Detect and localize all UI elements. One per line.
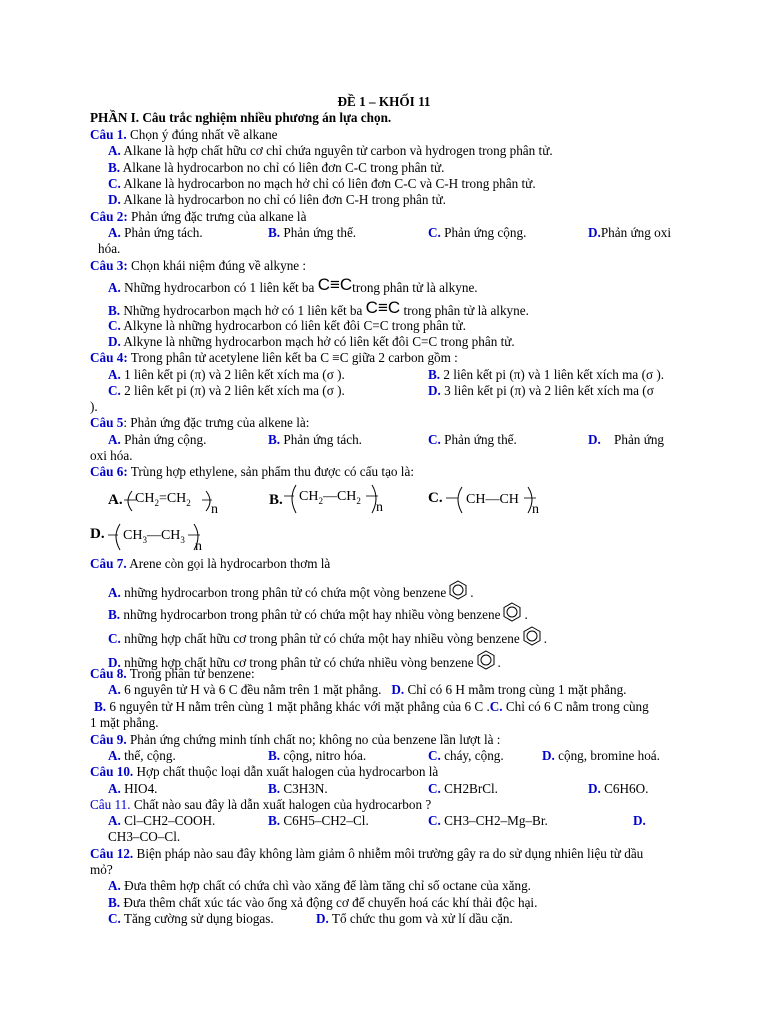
option-letter: B. — [108, 160, 121, 175]
option-letter: A. — [108, 492, 123, 508]
subscript-n: n — [376, 500, 383, 515]
q2-option-d-cont: hóa. — [98, 241, 121, 256]
question-text: Trong phân tử acetylene liên kết ba C ≡C giữa 2 carbon gồm : — [130, 350, 458, 365]
q4-option-c — [108, 383, 345, 399]
q4-option-b — [428, 367, 664, 383]
option-letter: C. — [428, 225, 441, 240]
q10-option-a — [108, 781, 157, 797]
q5-option-a — [108, 432, 206, 448]
question-text: Trong phân tử benzene: — [129, 666, 255, 681]
q1-option-c — [108, 176, 536, 192]
option-text: C3H3N. — [283, 781, 328, 796]
option-letter: A. — [108, 813, 121, 828]
option-text: Phản ứng tách. — [124, 225, 203, 240]
option-letter: B. — [108, 607, 121, 622]
question-text: Phản ứng chứng minh tính chất no; không no của benzene lần lượt là : — [129, 732, 501, 747]
q2-option-b — [268, 225, 356, 241]
option-text: Alkyne là những hydrocarbon mạch hở có liên kết đôi C=C trong phân tử. — [123, 334, 515, 349]
option-text: Chỉ có 6 H mằm trong cùng 1 mặt phẳng. — [407, 682, 627, 697]
q12-option-b — [108, 895, 537, 911]
option-letter: B. — [94, 699, 107, 714]
question-5 — [90, 415, 309, 431]
question-12-cont: mỏ? — [90, 862, 113, 877]
q5-option-d — [588, 432, 664, 448]
option-letter: D. — [391, 682, 405, 697]
question-6 — [90, 464, 414, 480]
question-text: Chọn khái niệm đúng về alkyne : — [131, 258, 307, 273]
option-letter: D. — [633, 813, 646, 828]
question-9 — [90, 732, 500, 748]
option-letter: B. — [269, 492, 283, 508]
q7-option-d: D. những hợp chất hữu cơ trong phân tử có chứa nhiều vòng benzene . — [108, 650, 501, 671]
question-text: Trùng hợp ethylene, sản phẩm thu được có cấu tạo là: — [130, 464, 414, 479]
option-letter: C. — [428, 748, 441, 763]
q2-option-a — [108, 225, 203, 241]
option-text: C6H6O. — [604, 781, 649, 796]
polymer-c-formula — [426, 483, 556, 517]
option-text: Tăng cường sử dụng biogas. — [123, 911, 274, 926]
q7-option-a: A. những hydrocarbon trong phân tử có chứa một vòng benzene . — [108, 580, 474, 601]
option-letter: A. — [108, 432, 121, 447]
exam-title: ĐỀ 1 – KHỐI 11 — [337, 94, 431, 109]
option-text: trong phân tử là alkyne. — [403, 303, 529, 318]
option-text: những hydrocarbon trong phân tử có chứa một vòng benzene — [124, 585, 447, 600]
option-letter: C. — [108, 631, 121, 646]
option-text: trong phân tử là alkyne. — [352, 280, 478, 295]
benzene-ring-icon — [502, 602, 522, 622]
question-4 — [90, 350, 458, 366]
question-label: Câu 2: — [90, 209, 128, 224]
monomer-text: CH—CH — [466, 492, 519, 507]
question-text: Hợp chất thuộc loại dẫn xuất halogen của hydrocarbon là — [136, 764, 439, 779]
subscript-n: n — [532, 502, 539, 517]
q5-option-c — [428, 432, 517, 448]
option-text: cộng, bromine hoá. — [558, 748, 660, 763]
question-label: Câu 1. — [90, 127, 127, 142]
option-letter: C. — [428, 432, 441, 447]
option-letter: B. — [268, 781, 281, 796]
option-letter: B. — [268, 432, 281, 447]
option-text: Phản ứng oxi — [600, 225, 671, 240]
question-10 — [90, 764, 438, 780]
option-letter: C. — [108, 911, 121, 926]
q11-option-d — [633, 813, 646, 829]
subscript-n: n — [211, 502, 218, 517]
option-text: 2 liên kết pi (π) và 1 liên kết xích ma (σ ). — [443, 367, 665, 382]
option-text: Phản ứng tách. — [283, 432, 362, 447]
option-text: CH2BrCl. — [444, 781, 498, 796]
option-letter: B. — [108, 895, 121, 910]
option-text: Phản ứng cộng. — [444, 225, 527, 240]
option-text: Những hydrocarbon có 1 liên kết ba — [124, 280, 315, 295]
q11-option-a — [108, 813, 215, 829]
q3-option-b — [108, 298, 529, 319]
q11-option-d-cont: CH3–CO–Cl. — [108, 829, 181, 844]
q12-option-d — [316, 911, 513, 927]
option-text: Alkane là hydrocarbon no chỉ có liên đơn C-C trong phân tử. — [122, 160, 445, 175]
q7-option-c: C. những hợp chất hữu cơ trong phân tử có chứa một hay nhiều vòng benzene . — [108, 626, 547, 647]
option-text: Phản ứng thế. — [444, 432, 517, 447]
option-letter: B. — [108, 303, 121, 318]
q8-option-d-cont: 1 mặt phẳng. — [90, 715, 159, 730]
q3-option-d — [108, 334, 515, 350]
option-text: Cl–CH2–COOH. — [124, 813, 216, 828]
option-letter: D. — [542, 748, 555, 763]
option-text: Phản ứng cộng. — [124, 432, 207, 447]
svg-text:CH3—CH3: $CH_3—CH_3$ — [123, 528, 185, 545]
option-text: Tổ chức thu gom và xử lí dầu cặn. — [331, 911, 513, 926]
option-text: HIO4. — [124, 781, 158, 796]
option-letter: C. — [489, 699, 503, 714]
q10-option-b — [268, 781, 328, 797]
q1-option-a — [108, 143, 553, 159]
option-text: thế, cộng. — [124, 748, 176, 763]
q3-option-a — [108, 275, 478, 296]
option-letter: A. — [108, 878, 121, 893]
svg-text:CH2=CH2: $CH_2=CH_2$ — [135, 491, 191, 508]
q9-option-a — [108, 748, 176, 764]
option-text: Alkane là hydrocarbon no chỉ có liên đơn C-H trong phân tử. — [123, 192, 446, 207]
option-text: Đưa thêm chất xúc tác vào ống xả động cơ để chuyển hoá các khí thải độc hại. — [123, 895, 538, 910]
option-text: những hợp chất hữu cơ trong phân tử có chứa một hay nhiều vòng benzene — [124, 631, 520, 646]
polymer-a-formula — [106, 483, 236, 517]
q9-option-b — [268, 748, 366, 764]
question-label: Câu 9. — [90, 732, 127, 747]
q6-option-c — [426, 483, 556, 521]
option-letter: B. — [268, 225, 281, 240]
part-heading: PHẦN I. Câu trắc nghiệm nhiều phương án lựa chọn. — [90, 110, 392, 125]
polymer-d-formula — [90, 520, 220, 554]
option-text: Phản ứng thế. — [283, 225, 357, 240]
option-letter: D. — [108, 334, 121, 349]
q11-option-c — [428, 813, 548, 829]
option-text: Alkyne là những hydrocarbon có liên kết đôi C=C trong phân tử. — [123, 318, 466, 333]
option-letter: A. — [108, 781, 121, 796]
question-7 — [90, 556, 330, 572]
option-letter: A. — [108, 367, 121, 382]
q8-option-a — [108, 682, 626, 698]
q10-option-d — [588, 781, 648, 797]
option-letter: A. — [108, 748, 121, 763]
q4-option-a — [108, 367, 345, 383]
benzene-ring-icon — [476, 650, 496, 670]
q12-option-a — [108, 878, 531, 894]
q6-option-d — [90, 520, 220, 558]
option-text: 6 nguyên tử H và 6 C đều nằm trên 1 mặt phẳng. — [124, 682, 382, 697]
q6-option-a — [106, 483, 236, 521]
option-letter: B. — [268, 748, 281, 763]
option-text: Alkane là hydrocarbon no mạch hở chỉ có liên đơn C-C và C-H trong phân tử. — [123, 176, 536, 191]
option-text: Alkane là hợp chất hữu cơ chỉ chứa nguyên tử carbon và hydrogen trong phân tử. — [123, 143, 553, 158]
q5-option-b — [268, 432, 362, 448]
option-letter: D. — [90, 526, 105, 542]
svg-text:CH2—CH2: $CH_2—CH_2$ — [299, 489, 361, 506]
q10-option-c — [428, 781, 498, 797]
option-letter: D. — [108, 655, 121, 670]
option-text: 2 liên kết pi (π) và 2 liên kết xích ma (σ ). — [124, 383, 345, 398]
option-text: Phản ứng — [614, 432, 665, 447]
question-label: Câu 5 — [90, 415, 124, 430]
option-letter: A. — [108, 585, 121, 600]
q12-option-c — [108, 911, 274, 927]
option-letter: C. — [428, 781, 441, 796]
q9-option-d — [542, 748, 660, 764]
benzene-ring-icon — [522, 626, 542, 646]
q4-option-d-cont: ). — [90, 399, 98, 414]
option-letter: B. — [428, 367, 441, 382]
option-text: những hydrocarbon trong phân tử có chứa một hay nhiều vòng benzene — [123, 607, 501, 622]
q4-option-d — [428, 383, 654, 399]
option-text: 1 liên kết pi (π) và 2 liên kết xích ma (σ ). — [124, 367, 345, 382]
question-11 — [90, 797, 431, 813]
option-letter: A. — [108, 225, 121, 240]
question-8 — [90, 666, 255, 682]
option-letter: D. — [316, 911, 329, 926]
option-text: CH3–CH2–Mg–Br. — [444, 813, 548, 828]
question-text: Biện pháp nào sau đây không làm giảm ô nhiễm môi trường gây ra do sử dụng nhiên liệu từ dầu — [136, 846, 644, 861]
option-letter: A. — [108, 143, 121, 158]
benzene-ring-icon — [448, 580, 468, 600]
question-label: Câu 8. — [90, 666, 127, 681]
question-2 — [90, 209, 306, 225]
question-label: Câu 7. — [90, 556, 127, 571]
option-text: 3 liên kết pi (π) và 2 liên kết xích ma (σ — [444, 383, 654, 398]
question-label: Câu 12. — [90, 846, 134, 861]
q3-option-c — [108, 318, 466, 334]
q11-option-b — [268, 813, 369, 829]
option-letter: A. — [108, 682, 121, 697]
option-text: Những hydrocarbon mạch hở có 1 liên kết ba — [123, 303, 363, 318]
option-text: cộng, nitro hóa. — [283, 748, 367, 763]
option-letter: D. — [588, 432, 601, 447]
question-text: Arene còn gọi là hydrocarbon thơm là — [129, 556, 331, 571]
polymer-b-formula — [266, 483, 396, 517]
triple-bond-formula: C≡C — [317, 275, 353, 294]
option-letter: D. — [588, 225, 601, 240]
question-label: Câu 3: — [90, 258, 128, 273]
option-letter: C. — [428, 813, 441, 828]
option-letter: C. — [108, 176, 121, 191]
q6-option-b — [266, 483, 396, 521]
option-text: C6H5–CH2–Cl. — [283, 813, 369, 828]
q2-option-c — [428, 225, 526, 241]
q9-option-c — [428, 748, 504, 764]
option-letter: B. — [268, 813, 281, 828]
option-text: 6 nguyên tử H nằm trên cùng 1 mặt phẳng khác với mặt phẳng của 6 C . — [109, 699, 490, 714]
question-label: Câu 6: — [90, 464, 128, 479]
option-letter: D. — [108, 192, 121, 207]
question-text: Chọn ý đúng nhất về alkane — [129, 127, 278, 142]
option-text: cháy, cộng. — [444, 748, 504, 763]
q1-option-b — [108, 160, 444, 176]
question-1 — [90, 127, 278, 143]
q2-option-d — [588, 225, 671, 241]
option-letter: D. — [428, 383, 441, 398]
q5-option-d-cont: oxi hóa. — [90, 448, 133, 463]
subscript-n: n — [195, 539, 202, 554]
option-letter: C. — [428, 490, 443, 506]
triple-bond-formula: C≡C — [365, 298, 401, 317]
option-text: Chỉ có 6 C nằm trong cùng — [505, 699, 649, 714]
option-letter: A. — [108, 280, 121, 295]
question-text: Chất nào sau đây là dẫn xuất halogen của hydrocarbon ? — [133, 797, 432, 812]
q7-option-b: B. những hydrocarbon trong phân tử có chứa một hay nhiều vòng benzene . — [108, 602, 528, 623]
option-text: Đưa thêm hợp chất có chứa chì vào xăng để làm tăng chỉ số octane của xăng. — [124, 878, 531, 893]
question-3 — [90, 258, 306, 274]
option-letter: D. — [588, 781, 601, 796]
option-letter: C. — [108, 318, 121, 333]
question-12 — [90, 846, 643, 862]
q1-option-d — [108, 192, 446, 208]
question-label: Câu 11. — [90, 797, 131, 812]
question-label: Câu 10. — [90, 764, 134, 779]
q8-option-b — [94, 699, 649, 715]
question-text: : Phản ứng đặc trưng của alkene là: — [123, 415, 310, 430]
option-text: những hợp chất hữu cơ trong phân tử có chứa nhiều vòng benzene — [124, 655, 474, 670]
question-label: Câu 4: — [90, 350, 128, 365]
option-letter: C. — [108, 383, 121, 398]
question-text: Phản ứng đặc trưng của alkane là — [131, 209, 307, 224]
